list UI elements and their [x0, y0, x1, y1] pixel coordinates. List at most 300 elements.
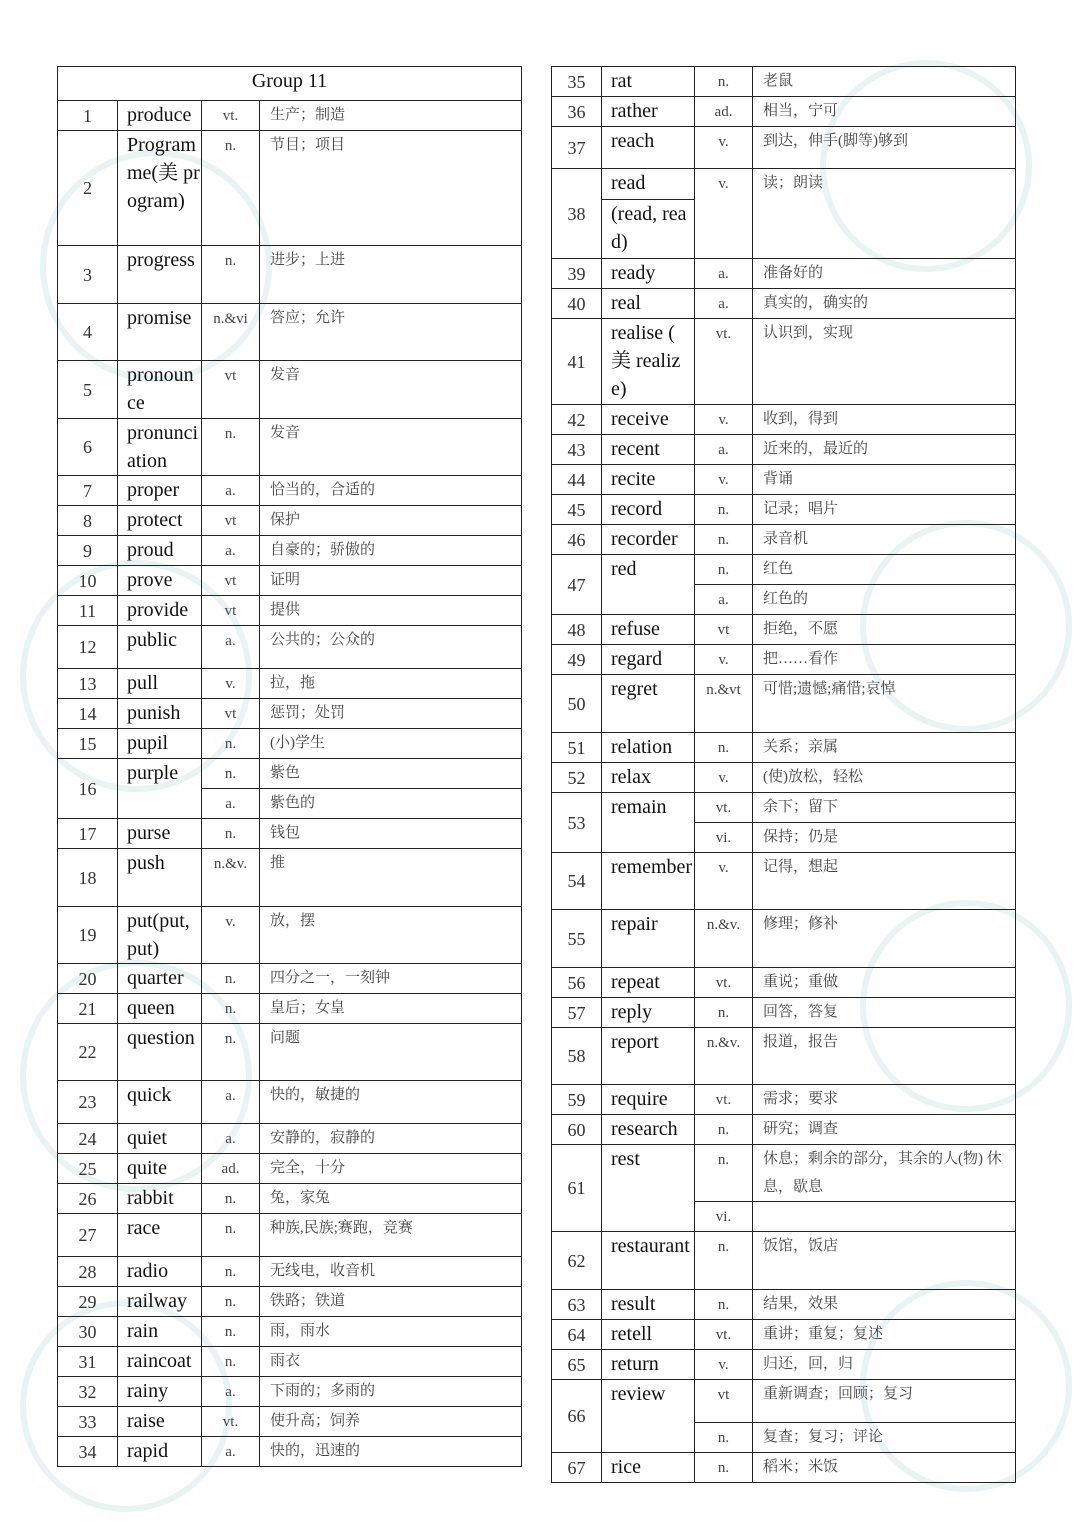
entry-number: 43 — [552, 435, 602, 465]
table-row — [552, 1453, 1016, 1483]
entry-part-of-speech: n. — [695, 1453, 753, 1483]
entry-word: report — [602, 1028, 695, 1085]
entry-meaning: 雨，雨水 — [260, 1317, 522, 1347]
entry-meaning: 钱包 — [260, 819, 522, 849]
entry-number: 27 — [58, 1214, 118, 1257]
entry-number: 33 — [58, 1407, 118, 1437]
table-row — [58, 1317, 522, 1347]
entry-number: 21 — [58, 994, 118, 1024]
table-row — [552, 289, 1016, 319]
entry-word: pronunciation — [118, 419, 202, 476]
table-row — [552, 1320, 1016, 1350]
table-row — [58, 1024, 522, 1081]
entry-meaning: 记得，想起 — [753, 853, 1016, 910]
entry-part-of-speech: vt — [202, 699, 260, 729]
entry-word: purple — [118, 759, 202, 819]
entry-part-of-speech: n. — [695, 733, 753, 763]
table-row — [58, 907, 522, 964]
entry-number: 54 — [552, 853, 602, 910]
entry-word: rapid — [118, 1437, 202, 1467]
entry-number: 41 — [552, 319, 602, 405]
entry-word: quick — [118, 1081, 202, 1124]
entry-meaning: 重说；重做 — [753, 968, 1016, 998]
entry-part-of-speech: vt. — [695, 319, 753, 405]
title-row — [58, 67, 522, 101]
table-row — [58, 1081, 522, 1124]
entry-part-of-speech: n. — [202, 131, 260, 246]
entry-meaning: (使)放松，轻松 — [753, 763, 1016, 793]
table-row — [552, 645, 1016, 675]
entry-meaning: 背诵 — [753, 465, 1016, 495]
table-row — [58, 1124, 522, 1154]
entry-word: return — [602, 1350, 695, 1380]
entry-meaning: 重新调查；回顾；复习 — [753, 1380, 1016, 1423]
entry-number: 64 — [552, 1320, 602, 1350]
entry-part-of-speech: n. — [202, 759, 260, 789]
entry-number: 67 — [552, 1453, 602, 1483]
entry-part-of-speech: n. — [695, 1145, 753, 1202]
table-row — [58, 849, 522, 907]
entry-meaning: 发音 — [260, 361, 522, 419]
entry-word: research — [602, 1115, 695, 1145]
entry-word: regret — [602, 675, 695, 733]
entry-part-of-speech: n.&vt — [695, 675, 753, 733]
entry-part-of-speech: n. — [202, 964, 260, 994]
entry-part-of-speech: n. — [202, 1024, 260, 1081]
entry-word: recent — [602, 435, 695, 465]
table-row — [58, 1287, 522, 1317]
entry-word: raise — [118, 1407, 202, 1437]
entry-word: reply — [602, 998, 695, 1028]
table-row — [58, 994, 522, 1024]
table-row — [552, 793, 1016, 823]
entry-number: 38 — [552, 169, 602, 259]
entry-part-of-speech: n. — [695, 525, 753, 555]
entry-meaning: 公共的；公众的 — [260, 626, 522, 669]
entry-number: 7 — [58, 476, 118, 506]
table-row — [552, 319, 1016, 405]
entry-part-of-speech: n. — [202, 246, 260, 304]
table-row — [552, 910, 1016, 968]
table-row — [58, 729, 522, 759]
table-row — [58, 1377, 522, 1407]
entry-number: 62 — [552, 1232, 602, 1290]
table-row — [58, 101, 522, 131]
entry-meaning: 休息；剩余的部分，其余的人(物) 休息，歇息 — [753, 1145, 1016, 1202]
entry-number: 61 — [552, 1145, 602, 1232]
entry-word: recite — [602, 465, 695, 495]
entry-number: 42 — [552, 405, 602, 435]
entry-number: 20 — [58, 964, 118, 994]
entry-part-of-speech: a. — [202, 1124, 260, 1154]
entry-number: 51 — [552, 733, 602, 763]
entry-part-of-speech: n. — [202, 1214, 260, 1257]
entry-word: rain — [118, 1317, 202, 1347]
entry-word: repeat — [602, 968, 695, 998]
entry-meaning: 研究；调查 — [753, 1115, 1016, 1145]
entry-word: push — [118, 849, 202, 907]
entry-meaning: 快的，迅速的 — [260, 1437, 522, 1467]
table-row — [58, 1437, 522, 1467]
table-row — [552, 97, 1016, 127]
entry-part-of-speech: n. — [202, 1287, 260, 1317]
entry-word: refuse — [602, 615, 695, 645]
entry-meaning: 紫色 — [260, 759, 522, 789]
table-row — [58, 596, 522, 626]
entry-part-of-speech: ad. — [202, 1154, 260, 1184]
entry-word: proud — [118, 536, 202, 566]
entry-meaning: 重讲；重复；复述 — [753, 1320, 1016, 1350]
table-row — [58, 1214, 522, 1257]
entry-part-of-speech: n. — [202, 419, 260, 476]
entry-word: realise ( 美 realize) — [602, 319, 695, 405]
entry-part-of-speech: n. — [695, 67, 753, 97]
table-row — [58, 1154, 522, 1184]
entry-number: 66 — [552, 1380, 602, 1453]
entry-part-of-speech: vt. — [202, 101, 260, 131]
entry-meaning: 完全，十分 — [260, 1154, 522, 1184]
entry-number: 57 — [552, 998, 602, 1028]
table-row — [58, 566, 522, 596]
entry-word: protect — [118, 506, 202, 536]
entry-word: radio — [118, 1257, 202, 1287]
table-row — [552, 405, 1016, 435]
entry-word: pronounce — [118, 361, 202, 419]
entry-meaning: 回答，答复 — [753, 998, 1016, 1028]
entry-word: purse — [118, 819, 202, 849]
entry-meaning: 紫色的 — [260, 789, 522, 819]
entry-meaning: 收到，得到 — [753, 405, 1016, 435]
table-row — [58, 964, 522, 994]
table-row — [58, 476, 522, 506]
entry-word: put(put, put) — [118, 907, 202, 964]
entry-part-of-speech: v. — [695, 127, 753, 169]
entry-part-of-speech: vt. — [202, 1407, 260, 1437]
entry-number: 14 — [58, 699, 118, 729]
entry-word: rainy — [118, 1377, 202, 1407]
table-row — [58, 1184, 522, 1214]
entry-part-of-speech: a. — [202, 1377, 260, 1407]
entry-part-of-speech: n. — [695, 1232, 753, 1290]
entry-number: 30 — [58, 1317, 118, 1347]
entry-word: public — [118, 626, 202, 669]
entry-number: 39 — [552, 259, 602, 289]
table-row — [552, 1232, 1016, 1290]
entry-part-of-speech: v. — [695, 405, 753, 435]
entry-part-of-speech: vi. — [695, 1202, 753, 1232]
entry-part-of-speech: n. — [202, 819, 260, 849]
table-row — [552, 968, 1016, 998]
entry-word: result — [602, 1290, 695, 1320]
entry-word: real — [602, 289, 695, 319]
entry-meaning: 放，摆 — [260, 907, 522, 964]
entry-number: 11 — [58, 596, 118, 626]
entry-number: 49 — [552, 645, 602, 675]
entry-part-of-speech: vt — [695, 615, 753, 645]
entry-part-of-speech: n. — [202, 1257, 260, 1287]
entry-meaning: 使升高；饲养 — [260, 1407, 522, 1437]
entry-part-of-speech: a. — [202, 789, 260, 819]
table-row — [58, 626, 522, 669]
entry-number: 3 — [58, 246, 118, 304]
entry-part-of-speech: n.&v. — [695, 1028, 753, 1085]
entry-number: 12 — [58, 626, 118, 669]
entry-part-of-speech: a. — [202, 1437, 260, 1467]
entry-part-of-speech: vt — [202, 361, 260, 419]
entry-word: promise — [118, 304, 202, 361]
table-row — [552, 525, 1016, 555]
entry-meaning: 录音机 — [753, 525, 1016, 555]
entry-word: question — [118, 1024, 202, 1081]
entry-number: 63 — [552, 1290, 602, 1320]
entry-part-of-speech: n. — [695, 1115, 753, 1145]
entry-word: progress — [118, 246, 202, 304]
table-row — [58, 419, 522, 476]
entry-part-of-speech: n. — [202, 994, 260, 1024]
group-title: Group 11 — [58, 67, 522, 101]
table-row — [552, 1115, 1016, 1145]
entry-meaning: 生产；制造 — [260, 101, 522, 131]
entry-part-of-speech: vt. — [695, 1085, 753, 1115]
entry-meaning: 认识到，实现 — [753, 319, 1016, 405]
entry-part-of-speech: vt. — [695, 1320, 753, 1350]
entry-number: 35 — [552, 67, 602, 97]
entry-part-of-speech: v. — [695, 763, 753, 793]
entry-word: quarter — [118, 964, 202, 994]
entry-word: provide — [118, 596, 202, 626]
entry-meaning: 推 — [260, 849, 522, 907]
entry-word: relax — [602, 763, 695, 793]
entry-word: regard — [602, 645, 695, 675]
entry-meaning: 问题 — [260, 1024, 522, 1081]
entry-meaning: 归还，回，归 — [753, 1350, 1016, 1380]
entry-word: prove — [118, 566, 202, 596]
entry-meaning: 关系；亲属 — [753, 733, 1016, 763]
entry-meaning: 兔，家兔 — [260, 1184, 522, 1214]
entry-part-of-speech: v. — [202, 907, 260, 964]
entry-meaning: 到达，伸手(脚等)够到 — [753, 127, 1016, 169]
entry-meaning: 可惜;遗憾;痛惜;哀悼 — [753, 675, 1016, 733]
vocab-table-right — [551, 66, 1016, 1483]
entry-word: recorder — [602, 525, 695, 555]
entry-meaning: 真实的，确实的 — [753, 289, 1016, 319]
entry-part-of-speech: n.&v. — [202, 849, 260, 907]
entry-meaning: 老鼠 — [753, 67, 1016, 97]
entry-part-of-speech: a. — [202, 626, 260, 669]
entry-meaning: 节目；项目 — [260, 131, 522, 246]
entry-word: red — [602, 555, 695, 615]
entry-meaning: 提供 — [260, 596, 522, 626]
table-row — [552, 1028, 1016, 1085]
table-row — [58, 819, 522, 849]
entry-word: review — [602, 1380, 695, 1453]
entry-part-of-speech: vt — [695, 1380, 753, 1423]
entry-number: 25 — [58, 1154, 118, 1184]
entry-part-of-speech: v. — [695, 853, 753, 910]
entry-word: queen — [118, 994, 202, 1024]
table-row — [58, 1257, 522, 1287]
entry-number: 47 — [552, 555, 602, 615]
table-row — [552, 495, 1016, 525]
table-row — [552, 1350, 1016, 1380]
table-row — [552, 465, 1016, 495]
entry-word: rat — [602, 67, 695, 97]
entry-meaning: 拉，拖 — [260, 669, 522, 699]
entry-part-of-speech: vi. — [695, 823, 753, 853]
entry-meaning: 结果，效果 — [753, 1290, 1016, 1320]
entry-number: 52 — [552, 763, 602, 793]
table-row — [552, 763, 1016, 793]
entry-meaning: 皇后；女皇 — [260, 994, 522, 1024]
entry-part-of-speech: a. — [202, 536, 260, 566]
entry-meaning: 保持；仍是 — [753, 823, 1016, 853]
entry-meaning: 余下；留下 — [753, 793, 1016, 823]
entry-word: rest — [602, 1145, 695, 1232]
table-row — [552, 169, 1016, 200]
table-row — [552, 1145, 1016, 1202]
table-row — [552, 67, 1016, 97]
entry-meaning: 发音 — [260, 419, 522, 476]
entry-word: punish — [118, 699, 202, 729]
entry-part-of-speech: vt. — [695, 968, 753, 998]
entry-word: proper — [118, 476, 202, 506]
entry-meaning: 拒绝，不愿 — [753, 615, 1016, 645]
entry-meaning: 恰当的，合适的 — [260, 476, 522, 506]
table-row — [552, 853, 1016, 910]
entry-number: 17 — [58, 819, 118, 849]
entry-meaning: 雨衣 — [260, 1347, 522, 1377]
entry-number: 34 — [58, 1437, 118, 1467]
table-row — [58, 304, 522, 361]
entry-word: rabbit — [118, 1184, 202, 1214]
entry-number: 29 — [58, 1287, 118, 1317]
entry-meaning: 读；朗读 — [753, 169, 1016, 259]
table-row — [58, 1347, 522, 1377]
table-row — [552, 435, 1016, 465]
entry-number: 53 — [552, 793, 602, 853]
entry-meaning: 近来的，最近的 — [753, 435, 1016, 465]
entry-part-of-speech: v. — [695, 465, 753, 495]
entry-meaning: 修理；修补 — [753, 910, 1016, 968]
entry-number: 28 — [58, 1257, 118, 1287]
entry-word: railway — [118, 1287, 202, 1317]
entry-part-of-speech: n.&vi — [202, 304, 260, 361]
table-row — [552, 733, 1016, 763]
entry-number: 60 — [552, 1115, 602, 1145]
entry-part-of-speech: n. — [695, 1423, 753, 1453]
table-row — [58, 361, 522, 419]
entry-word: quite — [118, 1154, 202, 1184]
entry-word: rather — [602, 97, 695, 127]
entry-word: require — [602, 1085, 695, 1115]
entry-number: 23 — [58, 1081, 118, 1124]
entry-part-of-speech: v. — [202, 669, 260, 699]
table-row — [58, 536, 522, 566]
entry-part-of-speech: n. — [202, 1184, 260, 1214]
entry-word: relation — [602, 733, 695, 763]
entry-meaning: 报道，报告 — [753, 1028, 1016, 1085]
entry-meaning: 饭馆，饭店 — [753, 1232, 1016, 1290]
entry-number: 45 — [552, 495, 602, 525]
table-row — [58, 506, 522, 536]
entry-meaning: 铁路；铁道 — [260, 1287, 522, 1317]
entry-number: 1 — [58, 101, 118, 131]
entry-part-of-speech: a. — [695, 435, 753, 465]
entry-word: raincoat — [118, 1347, 202, 1377]
entry-number: 18 — [58, 849, 118, 907]
table-row — [58, 1407, 522, 1437]
entry-part-of-speech: v. — [695, 169, 753, 259]
table-row — [552, 615, 1016, 645]
entry-word: quiet — [118, 1124, 202, 1154]
entry-number: 9 — [58, 536, 118, 566]
entry-part-of-speech: n. — [202, 729, 260, 759]
entry-part-of-speech: vt — [202, 566, 260, 596]
entry-number: 56 — [552, 968, 602, 998]
table-row — [552, 1085, 1016, 1115]
entry-meaning: 自豪的；骄傲的 — [260, 536, 522, 566]
entry-number: 26 — [58, 1184, 118, 1214]
table-row — [58, 699, 522, 729]
entry-number: 2 — [58, 131, 118, 246]
entry-word: Programme(美 program) — [118, 131, 202, 246]
entry-number: 16 — [58, 759, 118, 819]
table-row — [552, 259, 1016, 289]
entry-part-of-speech: a. — [695, 289, 753, 319]
entry-number: 55 — [552, 910, 602, 968]
table-row — [552, 1380, 1016, 1423]
entry-part-of-speech: v. — [695, 1350, 753, 1380]
table-row — [552, 1290, 1016, 1320]
entry-meaning: 相当，宁可 — [753, 97, 1016, 127]
entry-number: 37 — [552, 127, 602, 169]
entry-part-of-speech: ad. — [695, 97, 753, 127]
entry-meaning: 四分之一，一刻钟 — [260, 964, 522, 994]
entry-part-of-speech: a. — [202, 1081, 260, 1124]
table-row — [58, 759, 522, 789]
entry-word: remain — [602, 793, 695, 853]
entry-number: 59 — [552, 1085, 602, 1115]
entry-meaning: 快的，敏捷的 — [260, 1081, 522, 1124]
entry-number: 24 — [58, 1124, 118, 1154]
entry-word: receive — [602, 405, 695, 435]
entry-meaning: 安静的，寂静的 — [260, 1124, 522, 1154]
entry-meaning: 答应；允许 — [260, 304, 522, 361]
entry-number: 13 — [58, 669, 118, 699]
entry-word: remember — [602, 853, 695, 910]
table-row — [552, 998, 1016, 1028]
entry-part-of-speech: n. — [695, 495, 753, 525]
entry-word: race — [118, 1214, 202, 1257]
entry-number: 36 — [552, 97, 602, 127]
entry-number: 4 — [58, 304, 118, 361]
entry-meaning: 下雨的；多雨的 — [260, 1377, 522, 1407]
entry-part-of-speech: n. — [202, 1347, 260, 1377]
entry-number: 65 — [552, 1350, 602, 1380]
entry-part-of-speech: vt — [202, 596, 260, 626]
entry-meaning: 证明 — [260, 566, 522, 596]
entry-meaning: (小)学生 — [260, 729, 522, 759]
entry-word: ready — [602, 259, 695, 289]
entry-word: (read, read) — [602, 200, 695, 259]
entry-part-of-speech: vt. — [695, 793, 753, 823]
entry-word: read — [602, 169, 695, 200]
entry-part-of-speech: a. — [202, 476, 260, 506]
table-row — [552, 127, 1016, 169]
entry-number: 5 — [58, 361, 118, 419]
entry-number: 32 — [58, 1377, 118, 1407]
entry-meaning: 无线电，收音机 — [260, 1257, 522, 1287]
